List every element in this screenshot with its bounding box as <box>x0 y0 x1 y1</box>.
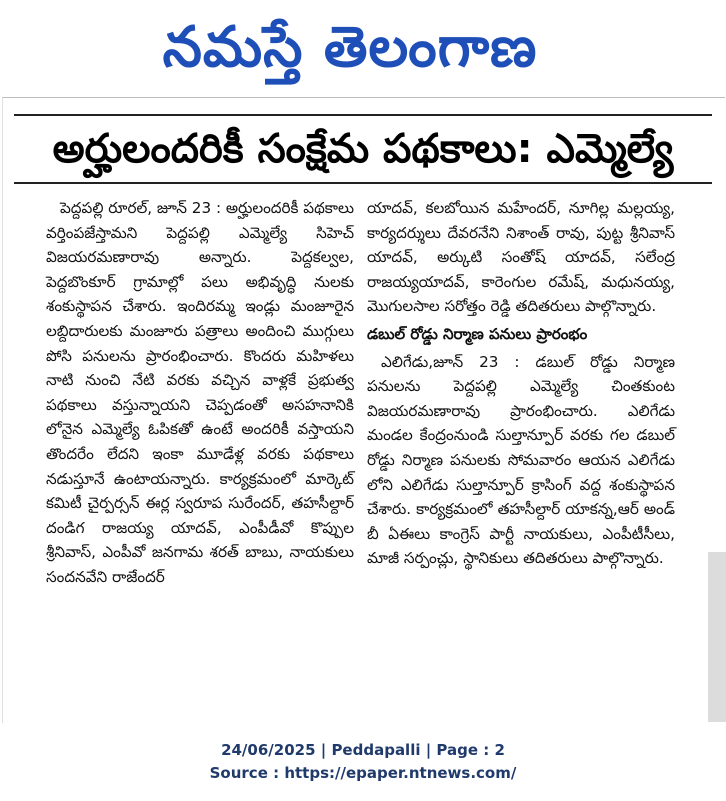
page-edge-shade <box>708 552 726 722</box>
headline-rule-bottom <box>14 182 712 184</box>
article-body-right: యాదవ్, కలబోయిన మహేందర్, నూగిల్ల మల్లయ్య, కార్యదర్శులు దేవరనేని నిశాంత్ రావు, పుట్ట శ్రీనివాస్ యాదవ్, అర్కుటి సంతోష్ యాదవ్, సలేంద్ర రాజయ్యయాదవ్, కారెంగుల రమేష్, మధునయ్య, మొగులసాల సరోత్తం రెడ్డి తదితరులు పాల్గొన్నారు. <box>367 199 675 316</box>
masthead <box>0 0 726 100</box>
article-column-left <box>46 196 354 590</box>
footer-source-link[interactable]: Source : https://epaper.ntnews.com/ <box>209 764 517 782</box>
article-sub-body: ఎలిగేడు,జూన్ 23 : డబుల్ రోడ్డు నిర్మాణ పనులను పెద్దపల్లి ఎమ్మెల్యే చింతకుంట విజయరమణారావు ప్రారంభించారు. ఎలిగేడు మండల కేంద్రంనుండి సుల్తాన్పూర్ వరకు గల డబుల్ రోడ్డు నిర్మాణ పనులకు సోమవారం ఆయన ఎలిగేడు లోని ఎలిగేడు సుల్తాన్పూర్ క్రాసింగ్ వద్ద శంకుస్థాపన చేశారు. కార్యక్రమంలో తహసీల్దార్ యాకన్న,ఆర్ అండ్ బీ ఏఈలు కాంగ్రెస్ పార్టీ నాయకులు, ఎంపీటీసీలు, మాజీ సర్పంచ్లు, స్థానికులు తదితరులు పాల్గొన్నారు. <box>367 352 675 568</box>
article-column-right <box>367 196 675 571</box>
newspaper-logo: నమస్తే తెలంగాణ <box>162 15 538 80</box>
footer-date-edition: 24/06/2025 | Peddapalli | Page : 2 <box>221 741 505 759</box>
article-headline: అర్హులందరికీ సంక్షేమ పథకాలు: ఎమ్మెల్యే <box>52 126 674 172</box>
article-body-left: పెద్దపల్లి రూరల్, జూన్ 23 : అర్హులందరికీ పథకాలు వర్తింపజేస్తామని పెద్దపల్లి ఎమ్మెల్యే సిహెచ్ విజయరమణారావు అన్నారు. పెద్దకల్వల, పెద్దబొంకూర్ గ్రామాల్లో పలు అభివృద్ధి నులకు శంకుస్థాపన చేశారు. ఇందిరమ్మ ఇండ్లు మంజూరైన లబ్దిదారులకు మంజూరు పత్రాలు అందించి ముగ్గులు పోసి పనులను ప్రారంభించారు. కొందరు మహిళలు నాటి నుంచి నేటి వరకు వచ్చిన వాళ్లకే ప్రభుత్వ పథకాలు వస్తున్నాయని చెప్పడంతో అసహనానికి లోనైన ఎమ్మెల్యే ఓపికతో ఉంటే అందరికీ వస్తాయని తొందరేం లేదని ఇంకా మూడేళ్ల వరకు పథకాలు నడుస్తూనే ఉంటాయన్నారు. కార్యక్రమంలో మార్కెట్ కమిటీ చైర్పర్సన్ ఈర్ల స్వరూప సురేందర్, తహసీల్దార్ దండిగ రాజయ్య యాదవ్, ఎంపీడీవో కొప్పుల శ్రీనివాస్, ఎంపీవో జనగామ శరత్ బాబు, నాయకులు సందనవేని రాజేందర్ <box>46 199 354 586</box>
article-subhead: డబుల్ రోడ్డు నిర్మాణ పనులు ప్రారంభం <box>367 324 588 343</box>
